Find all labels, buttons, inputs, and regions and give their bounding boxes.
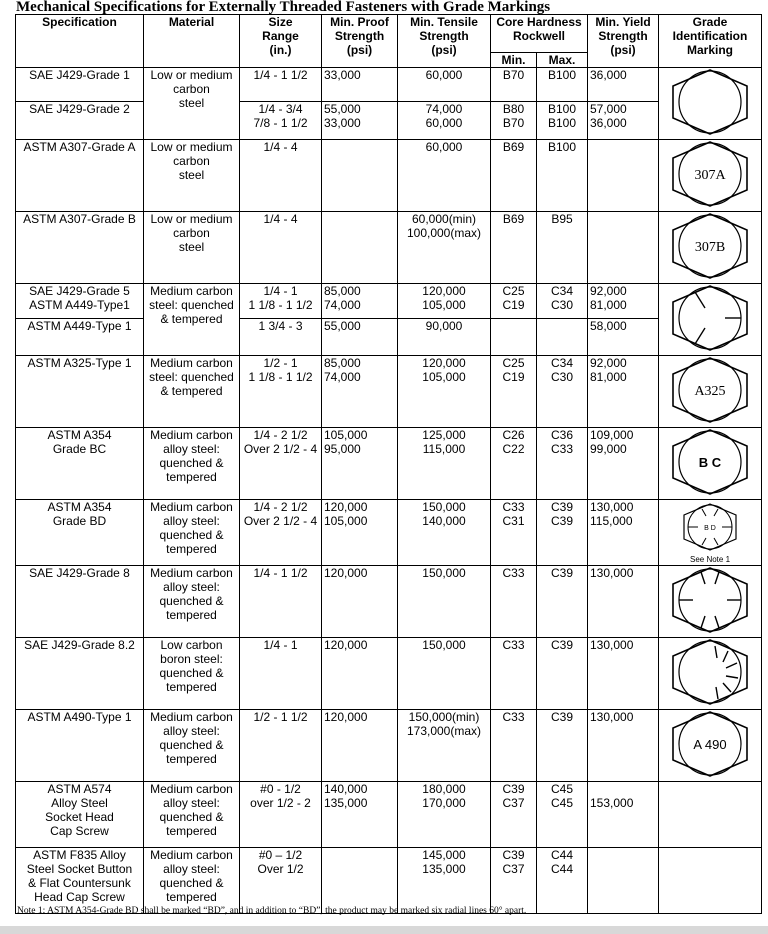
proof-cell: 120,000 [322, 638, 398, 710]
proof-cell: 140,000 135,000 [322, 782, 398, 848]
yield-cell: 130,000 115,000 [588, 500, 659, 566]
hardness-max-cell: C39 [537, 566, 588, 638]
size-cell: 1/4 - 1 1/2 [240, 566, 322, 638]
size-cell: #0 - 1/2 over 1/2 - 2 [240, 782, 322, 848]
size-cell: #0 – 1/2 Over 1/2 [240, 848, 322, 914]
proof-cell: 85,000 74,000 [322, 356, 398, 428]
footnote: Note 1: ASTM A354-Grade BD shall be marked “BD”, and in addition to “BD”, the product may be marked six radial lines 60° apart. [17, 906, 527, 916]
hardness-max-cell [537, 319, 588, 356]
size-cell: 1/2 - 1 1/2 [240, 710, 322, 782]
hardness-min-cell: C33 [491, 710, 537, 782]
tensile-cell: 150,000(min) 173,000(max) [398, 710, 491, 782]
specifications-table [15, 14, 762, 914]
marking-text: 307B [694, 240, 726, 255]
table-row [16, 356, 762, 428]
hardness-min-cell: C25 C19 [491, 356, 537, 428]
hardness-min-cell: B69 [491, 212, 537, 284]
proof-cell [322, 140, 398, 212]
header-grade-marking: Grade Identification Marking [659, 15, 762, 68]
material-cell: Medium carbon alloy steel: quenched & tempered [144, 428, 240, 500]
proof-cell: 55,000 33,000 [322, 101, 398, 139]
grade-marking-cell [659, 212, 762, 284]
material-cell: Low carbon boron steel: quenched & tempered [144, 638, 240, 710]
hex-bolt-head-bc-icon [665, 428, 755, 496]
yield-cell: 153,000 [588, 782, 659, 848]
size-cell: 1/4 - 3/4 7/8 - 1 1/2 [240, 101, 322, 139]
hardness-min-cell: C25 C19 [491, 284, 537, 319]
proof-cell [322, 848, 398, 914]
proof-cell: 33,000 [322, 68, 398, 102]
header-size: Size Range (in.) [240, 15, 322, 68]
size-cell: 1 3/4 - 3 [240, 319, 322, 356]
spec-cell: SAE J429-Grade 8 [16, 566, 144, 638]
proof-cell: 120,000 [322, 566, 398, 638]
table-row [16, 638, 762, 710]
see-note-label: See Note 1 [689, 554, 731, 564]
tensile-cell: 145,000 135,000 [398, 848, 491, 914]
hex-bolt-head-a490-icon [665, 710, 755, 778]
size-cell: 1/4 - 1 1 1/8 - 1 1/2 [240, 284, 322, 319]
table-row [16, 212, 762, 284]
yield-cell [588, 848, 659, 914]
tensile-cell: 150,000 [398, 638, 491, 710]
marking-text: A325 [694, 384, 726, 399]
material-cell: Low or medium carbon steel [144, 140, 240, 212]
size-cell: 1/2 - 1 1 1/8 - 1 1/2 [240, 356, 322, 428]
tensile-cell: 120,000 105,000 [398, 284, 491, 319]
hex-bolt-head-bd-icon [680, 502, 740, 552]
tensile-cell: 180,000 170,000 [398, 782, 491, 848]
spec-cell: ASTM A490-Type 1 [16, 710, 144, 782]
spec-cell: ASTM A325-Type 1 [16, 356, 144, 428]
material-cell: Low or medium carbon steel [144, 68, 240, 140]
proof-cell: 55,000 [322, 319, 398, 356]
size-cell: 1/4 - 4 [240, 212, 322, 284]
material-cell: Low or medium carbon steel [144, 212, 240, 284]
material-cell: Medium carbon steel: quenched & tempered [144, 356, 240, 428]
yield-cell: 58,000 [588, 319, 659, 356]
hardness-min-cell: C39 C37 [491, 782, 537, 848]
table-row [16, 140, 762, 212]
table-row [16, 500, 762, 566]
tensile-cell: 60,000(min) 100,000(max) [398, 212, 491, 284]
hex-bolt-head-307a-icon [665, 140, 755, 208]
hardness-max-cell: C44 C44 [537, 848, 588, 914]
hex-bolt-head-a325-icon [665, 356, 755, 424]
yield-cell: 130,000 [588, 638, 659, 710]
table-row [16, 284, 762, 319]
material-cell: Medium carbon alloy steel: quenched & tempered [144, 500, 240, 566]
size-cell: 1/4 - 2 1/2 Over 2 1/2 - 4 [240, 428, 322, 500]
hex-bolt-head-six-radial-lines-icon [665, 566, 755, 634]
yield-cell: 92,000 81,000 [588, 356, 659, 428]
yield-cell: 92,000 81,000 [588, 284, 659, 319]
hardness-min-cell: B69 [491, 140, 537, 212]
spec-cell: ASTM A354 Grade BD [16, 500, 144, 566]
spec-cell: SAE J429-Grade 2 [16, 101, 144, 139]
spec-cell: ASTM A449-Type 1 [16, 319, 144, 356]
tensile-cell: 125,000 115,000 [398, 428, 491, 500]
hardness-min-cell: C33 [491, 566, 537, 638]
spec-cell: SAE J429-Grade 1 [16, 68, 144, 102]
spec-cell: ASTM A307-Grade B [16, 212, 144, 284]
bottom-border [0, 926, 768, 934]
hardness-max-cell: B100 [537, 140, 588, 212]
yield-cell [588, 212, 659, 284]
table-row [16, 848, 762, 914]
hex-bolt-head-307b-icon [665, 212, 755, 280]
spec-cell: SAE J429-Grade 8.2 [16, 638, 144, 710]
grade-marking-cell [659, 140, 762, 212]
hardness-max-cell: B100 B100 [537, 101, 588, 139]
grade-marking-cell [659, 782, 762, 848]
material-cell: Medium carbon alloy steel: quenched & tempered [144, 782, 240, 848]
hardness-max-cell: C45 C45 [537, 782, 588, 848]
hardness-min-cell: B70 [491, 68, 537, 102]
size-cell: 1/4 - 1 1/2 [240, 68, 322, 102]
material-cell: Medium carbon alloy steel: quenched & tempered [144, 566, 240, 638]
hardness-max-cell: B95 [537, 212, 588, 284]
grade-marking-cell [659, 428, 762, 500]
spec-cell: ASTM F835 Alloy Steel Socket Button & Flat Countersunk Head Cap Screw [16, 848, 144, 914]
grade-marking-cell [659, 566, 762, 638]
tensile-cell: 150,000 [398, 566, 491, 638]
grade-marking-cell [659, 638, 762, 710]
hardness-min-cell: C33 [491, 638, 537, 710]
proof-cell: 105,000 95,000 [322, 428, 398, 500]
hardness-min-cell: B80 B70 [491, 101, 537, 139]
table-row [16, 68, 762, 102]
grade-marking-cell [659, 356, 762, 428]
hex-bolt-head-radial-arc-icon [665, 638, 755, 706]
yield-cell: 130,000 [588, 710, 659, 782]
yield-cell: 109,000 99,000 [588, 428, 659, 500]
hardness-max-cell: C34 C30 [537, 356, 588, 428]
yield-cell: 57,000 36,000 [588, 101, 659, 139]
hardness-max-cell: C39 C39 [537, 500, 588, 566]
page-title: Mechanical Specifications for Externally Threaded Fasteners with Grade Markings [16, 0, 551, 15]
material-cell: Medium carbon steel: quenched & tempered [144, 284, 240, 356]
table-row [16, 319, 762, 356]
header-material: Material [144, 15, 240, 68]
grade-marking-cell [659, 848, 762, 914]
grade-marking-cell [659, 710, 762, 782]
material-cell: Medium carbon alloy steel: quenched & tempered [144, 848, 240, 914]
proof-cell: 85,000 74,000 [322, 284, 398, 319]
table-row [16, 710, 762, 782]
size-cell: 1/4 - 4 [240, 140, 322, 212]
yield-cell: 130,000 [588, 566, 659, 638]
header-hardness-min: Min. [491, 53, 537, 68]
hardness-min-cell: C39 C37 [491, 848, 537, 914]
yield-cell [588, 140, 659, 212]
grade-marking-cell [659, 500, 762, 566]
tensile-cell: 90,000 [398, 319, 491, 356]
material-cell: Medium carbon alloy steel: quenched & tempered [144, 710, 240, 782]
table-row [16, 428, 762, 500]
hardness-max-cell: B100 [537, 68, 588, 102]
marking-text: B C [698, 455, 722, 470]
header-hardness: Core Hardness Rockwell [491, 15, 588, 53]
header-hardness-max: Max. [537, 53, 588, 68]
tensile-cell: 120,000 105,000 [398, 356, 491, 428]
hardness-max-cell: C39 [537, 638, 588, 710]
tensile-cell: 60,000 [398, 140, 491, 212]
spec-cell: SAE J429-Grade 5 ASTM A449-Type1 [16, 284, 144, 319]
hardness-max-cell: C34 C30 [537, 284, 588, 319]
hardness-max-cell: C36 C33 [537, 428, 588, 500]
proof-cell [322, 212, 398, 284]
hardness-max-cell: C39 [537, 710, 588, 782]
tensile-cell: 74,000 60,000 [398, 101, 491, 139]
header-tensile: Min. Tensile Strength (psi) [398, 15, 491, 68]
marking-text: 307A [694, 168, 726, 183]
size-cell: 1/4 - 1 [240, 638, 322, 710]
grade-marking-cell [659, 284, 762, 356]
proof-cell: 120,000 [322, 710, 398, 782]
marking-text: A 490 [693, 737, 727, 752]
spec-cell: ASTM A354 Grade BC [16, 428, 144, 500]
hex-bolt-head-three-radial-lines-icon [665, 284, 755, 352]
size-cell: 1/4 - 2 1/2 Over 2 1/2 - 4 [240, 500, 322, 566]
spec-cell: ASTM A307-Grade A [16, 140, 144, 212]
table-row [16, 566, 762, 638]
hardness-min-cell: C26 C22 [491, 428, 537, 500]
hex-bolt-head-plain-icon [665, 68, 755, 136]
tensile-cell: 60,000 [398, 68, 491, 102]
tensile-cell: 150,000 140,000 [398, 500, 491, 566]
hardness-min-cell [491, 319, 537, 356]
header-proof: Min. Proof Strength (psi) [322, 15, 398, 68]
hardness-min-cell: C33 C31 [491, 500, 537, 566]
spec-cell: ASTM A574 Alloy Steel Socket Head Cap Screw [16, 782, 144, 848]
proof-cell: 120,000 105,000 [322, 500, 398, 566]
grade-marking-cell [659, 68, 762, 140]
marking-text: B D [704, 524, 716, 532]
table-row [16, 101, 762, 139]
yield-cell: 36,000 [588, 68, 659, 102]
table-row [16, 782, 762, 848]
header-yield: Min. Yield Strength (psi) [588, 15, 659, 68]
header-specification: Specification [16, 15, 144, 68]
